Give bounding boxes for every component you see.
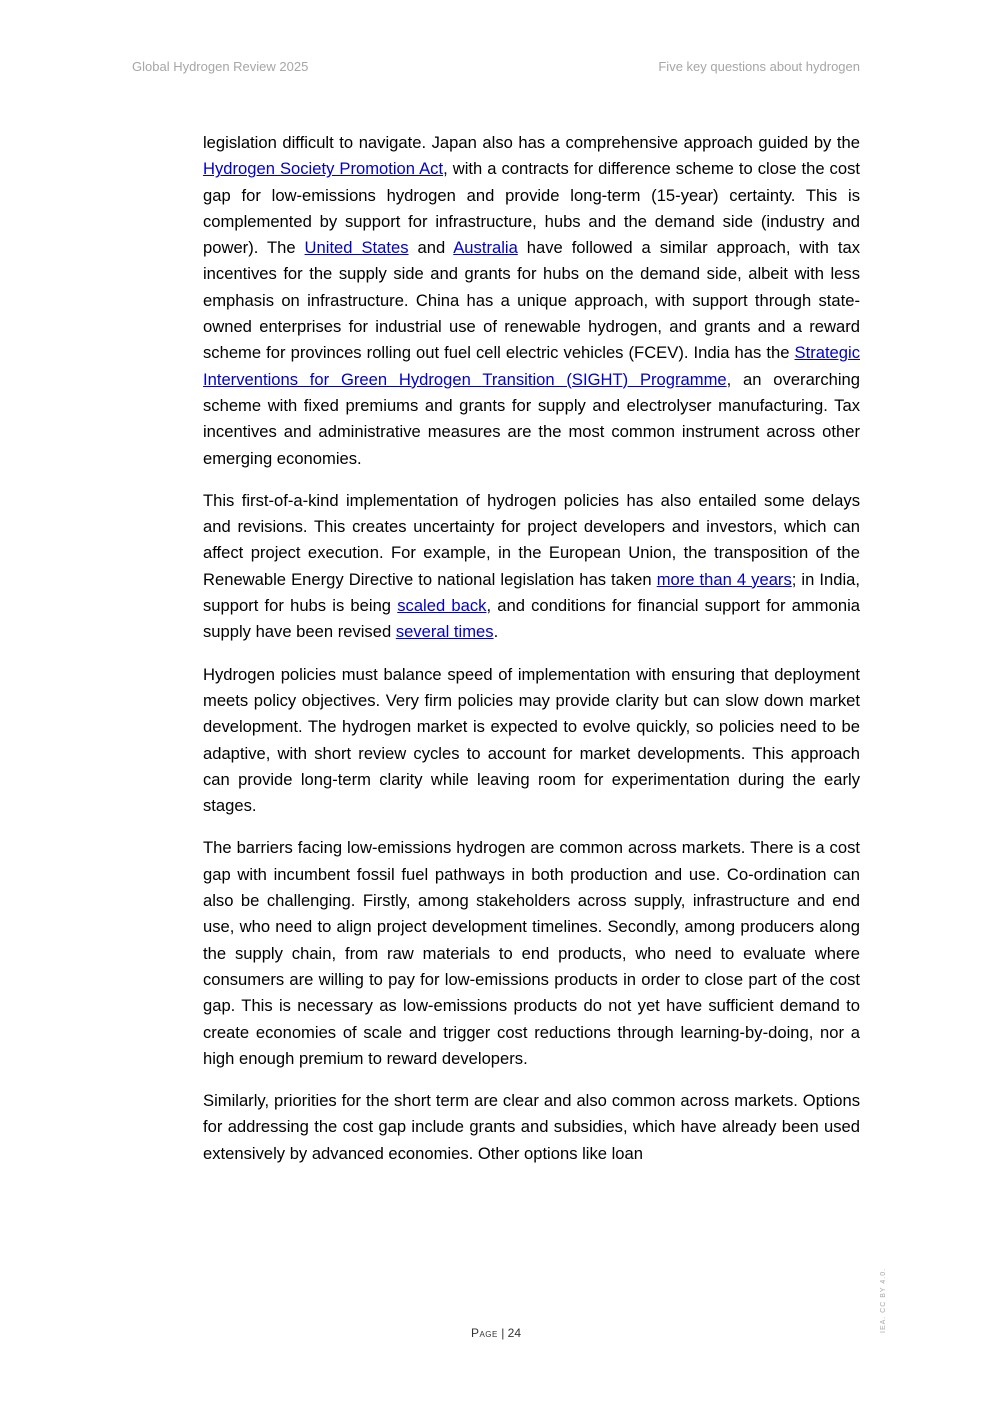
paragraph-text: ; in India, support for hubs is being (203, 569, 860, 616)
paragraph-text: This first-of-a-kind implementation of hydrogen policies has also entailed some delays and revisions. This creates uncertainty for project developers and investors, which can affect project execution. For example, in the European Union, the transposition of the Renewable Energy Directive to national legislation has taken (203, 490, 860, 589)
paragraph-text: The barriers facing low-emissions hydrogen are common across markets. There is a cost gap with incumbent fossil fuel pathways in both production and use. Co-ordination can also be challenging. Firstly, among stakeholders across supply, infrastructure and end use, who need to align project development timelines. Secondly, among producers along the supply chain, from raw materials to end products, who need to evaluate where consumers are willing to pay for low-emissions products in order to close part of the cost gap. This is necessary as low-emissions products do not yet have sufficient demand to create economies of scale and trigger cost reductions through learning-by-doing, nor a high enough premium to reward developers. (203, 838, 860, 1068)
page-number: 24 (507, 1326, 522, 1340)
hyperlink[interactable]: several times (395, 622, 494, 642)
body-text (203, 130, 860, 1183)
hyperlink[interactable]: Australia (453, 238, 518, 258)
paragraph-text: , and conditions for financial support for ammonia supply have been revised (203, 596, 860, 642)
hyperlink[interactable]: more than 4 years (656, 569, 792, 589)
license-note (880, 1267, 894, 1403)
running-header-title: Global Hydrogen Review 2025 (132, 59, 309, 74)
paragraph-text: , with a contracts for difference scheme to close the cost gap for low-emissions hydrogen and provide long-term (15-year) certainty. This is complemented by support for infrastructure, hubs and the demand side (industry and power). The (203, 159, 860, 258)
page-footer (0, 1326, 992, 1340)
paragraph (203, 835, 860, 1072)
running-header-chapter: Five key questions about hydrogen (658, 59, 860, 74)
paragraph (203, 130, 860, 472)
paragraph (203, 1088, 860, 1167)
hyperlink[interactable]: scaled back (397, 596, 487, 616)
page-label: Page (470, 1326, 498, 1340)
paragraph-text: have followed a similar approach, with tax incentives for the supply side and grants for hubs on the demand side, albeit with less emphasis on infrastructure. China has a unique approach, with support through state-owned enterprises for industrial use of renewable hydrogen, and grants and a reward scheme for provinces rolling out fuel cell electric vehicles (FCEV). India has the (203, 238, 860, 363)
paragraph-text: Similarly, priorities for the short term are clear and also common across markets. Options for addressing the cost gap include grants and subsidies, which have already been used extensively by advanced economies. Other options like loan (203, 1091, 860, 1163)
paragraph-text: Hydrogen policies must balance speed of implementation with ensuring that deployment meets policy objectives. Very firm policies may provide clarity but can slow down market development. The hydrogen market is expected to evolve quickly, so policies need to be adaptive, with short review cycles to account for market developments. This approach can provide long-term clarity while leaving room for experimentation during the early stages. (203, 664, 860, 816)
paragraph (203, 488, 860, 646)
paragraph-text: . (493, 622, 499, 642)
paragraph-text: legislation difficult to navigate. Japan also has a comprehensive approach guided by the (203, 133, 860, 152)
page-separator: | (497, 1326, 508, 1340)
hyperlink[interactable]: Hydrogen Society Promotion Act (203, 159, 444, 179)
hyperlink[interactable]: Strategic Interventions for Green Hydrogen Transition (SIGHT) Programme (203, 343, 860, 389)
paragraph (203, 662, 860, 820)
license-text: IEA. CC BY 4.0. (880, 1267, 887, 1333)
paragraph-text: , an overarching scheme with fixed premiums and grants for supply and electrolyser manufacturing. Tax incentives and administrative measures are the most common instrument across other emerging economies. (203, 369, 860, 468)
hyperlink[interactable]: United States (304, 238, 409, 258)
paragraph-text: and (408, 238, 454, 258)
